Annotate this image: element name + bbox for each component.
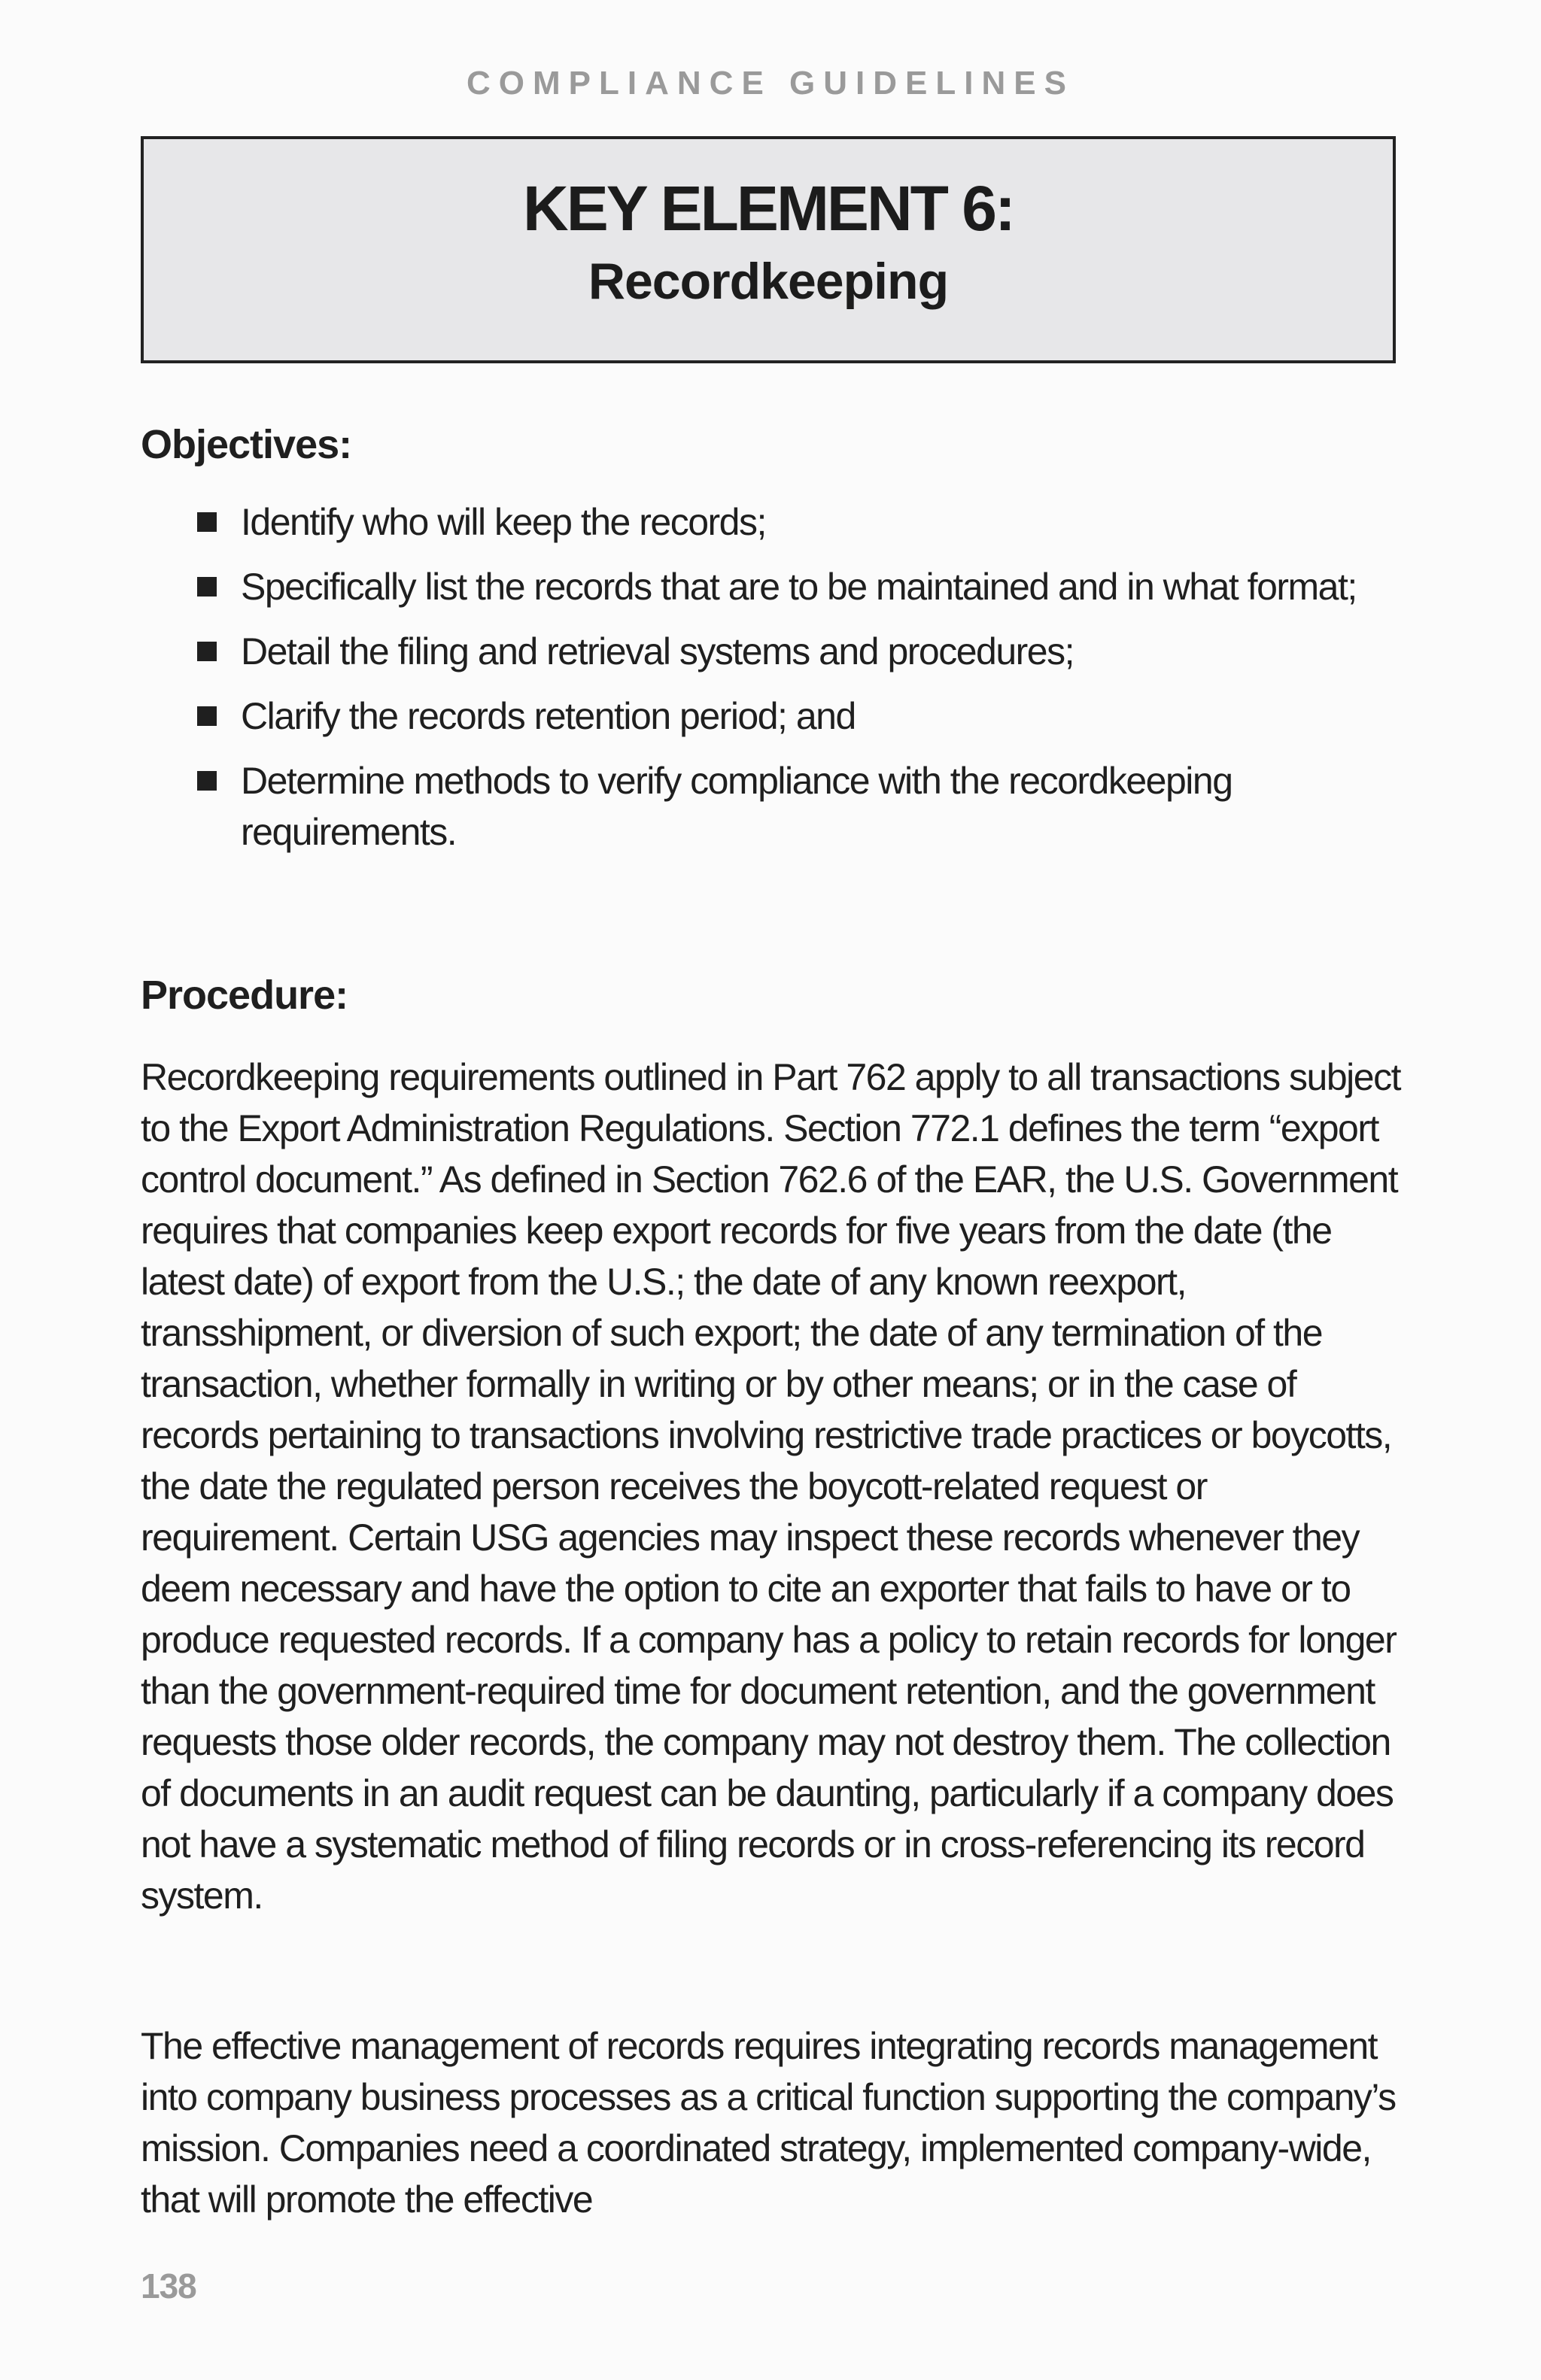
objective-item: [197, 626, 1371, 677]
objective-item: [197, 755, 1371, 858]
square-bullet-icon: [197, 706, 217, 726]
procedure-paragraph: Recordkeeping requirements outlined in Part 762 apply to all transactions subject to the Export Administration Regulations. Section 772.1 defines the term “export control document.” As defined in Section 762.6 of the EAR, the U.S. Government requires that companies keep export records for five years from the date (the latest date) of export from the U.S.; the date of any known reexport, transshipment, or diversion of such export; the date of any termination of the transaction, whether formally in writing or by other means; or in the case of records pertaining to transactions involving restrictive trade practices or boycotts, the date the regulated person receives the boycott-related request or requirement. Certain USG agencies may inspect these records whenever they deem necessary and have the option to cite an exporter that fails to have or to produce requested records. If a company has a policy to retain records for longer than the government-required time for document retention, and the government requests those older records, the company may not destroy them. The collection of documents in an audit request can be daunting, particularly if a company does not have a systematic method of filing records or in cross-referencing its record system.: [141, 1056, 1400, 1917]
page-number: 138: [141, 2266, 196, 2306]
objective-text: Determine methods to verify compliance with the recordkeeping requirements.: [241, 760, 1232, 853]
objectives-heading: Objectives:: [141, 422, 352, 467]
procedure-paragraph: The effective management of records requires integrating records management into company business processes as a critical function supporting the company’s mission. Companies need a coordinated strategy, implemented company-wide, that will promote the effective: [141, 2025, 1396, 2221]
section-subtitle: Recordkeeping: [588, 253, 949, 311]
title-box: [141, 136, 1396, 363]
procedure-heading: Procedure:: [141, 973, 348, 1018]
square-bullet-icon: [197, 512, 217, 532]
objective-item: [197, 496, 1371, 548]
section-title: KEY ELEMENT 6:: [523, 173, 1014, 244]
objective-text: Detail the filing and retrieval systems and procedures;: [241, 630, 1074, 672]
objective-item: [197, 561, 1371, 612]
objective-text: Identify who will keep the records;: [241, 501, 766, 543]
square-bullet-icon: [197, 642, 217, 661]
objective-item: [197, 691, 1371, 742]
square-bullet-icon: [197, 577, 217, 597]
objective-text: Clarify the records retention period; and: [241, 695, 856, 737]
objective-text: Specifically list the records that are to be maintained and in what format;: [241, 566, 1357, 608]
objectives-list: [197, 496, 1371, 871]
square-bullet-icon: [197, 771, 217, 791]
running-head: COMPLIANCE GUIDELINES: [467, 65, 1074, 102]
